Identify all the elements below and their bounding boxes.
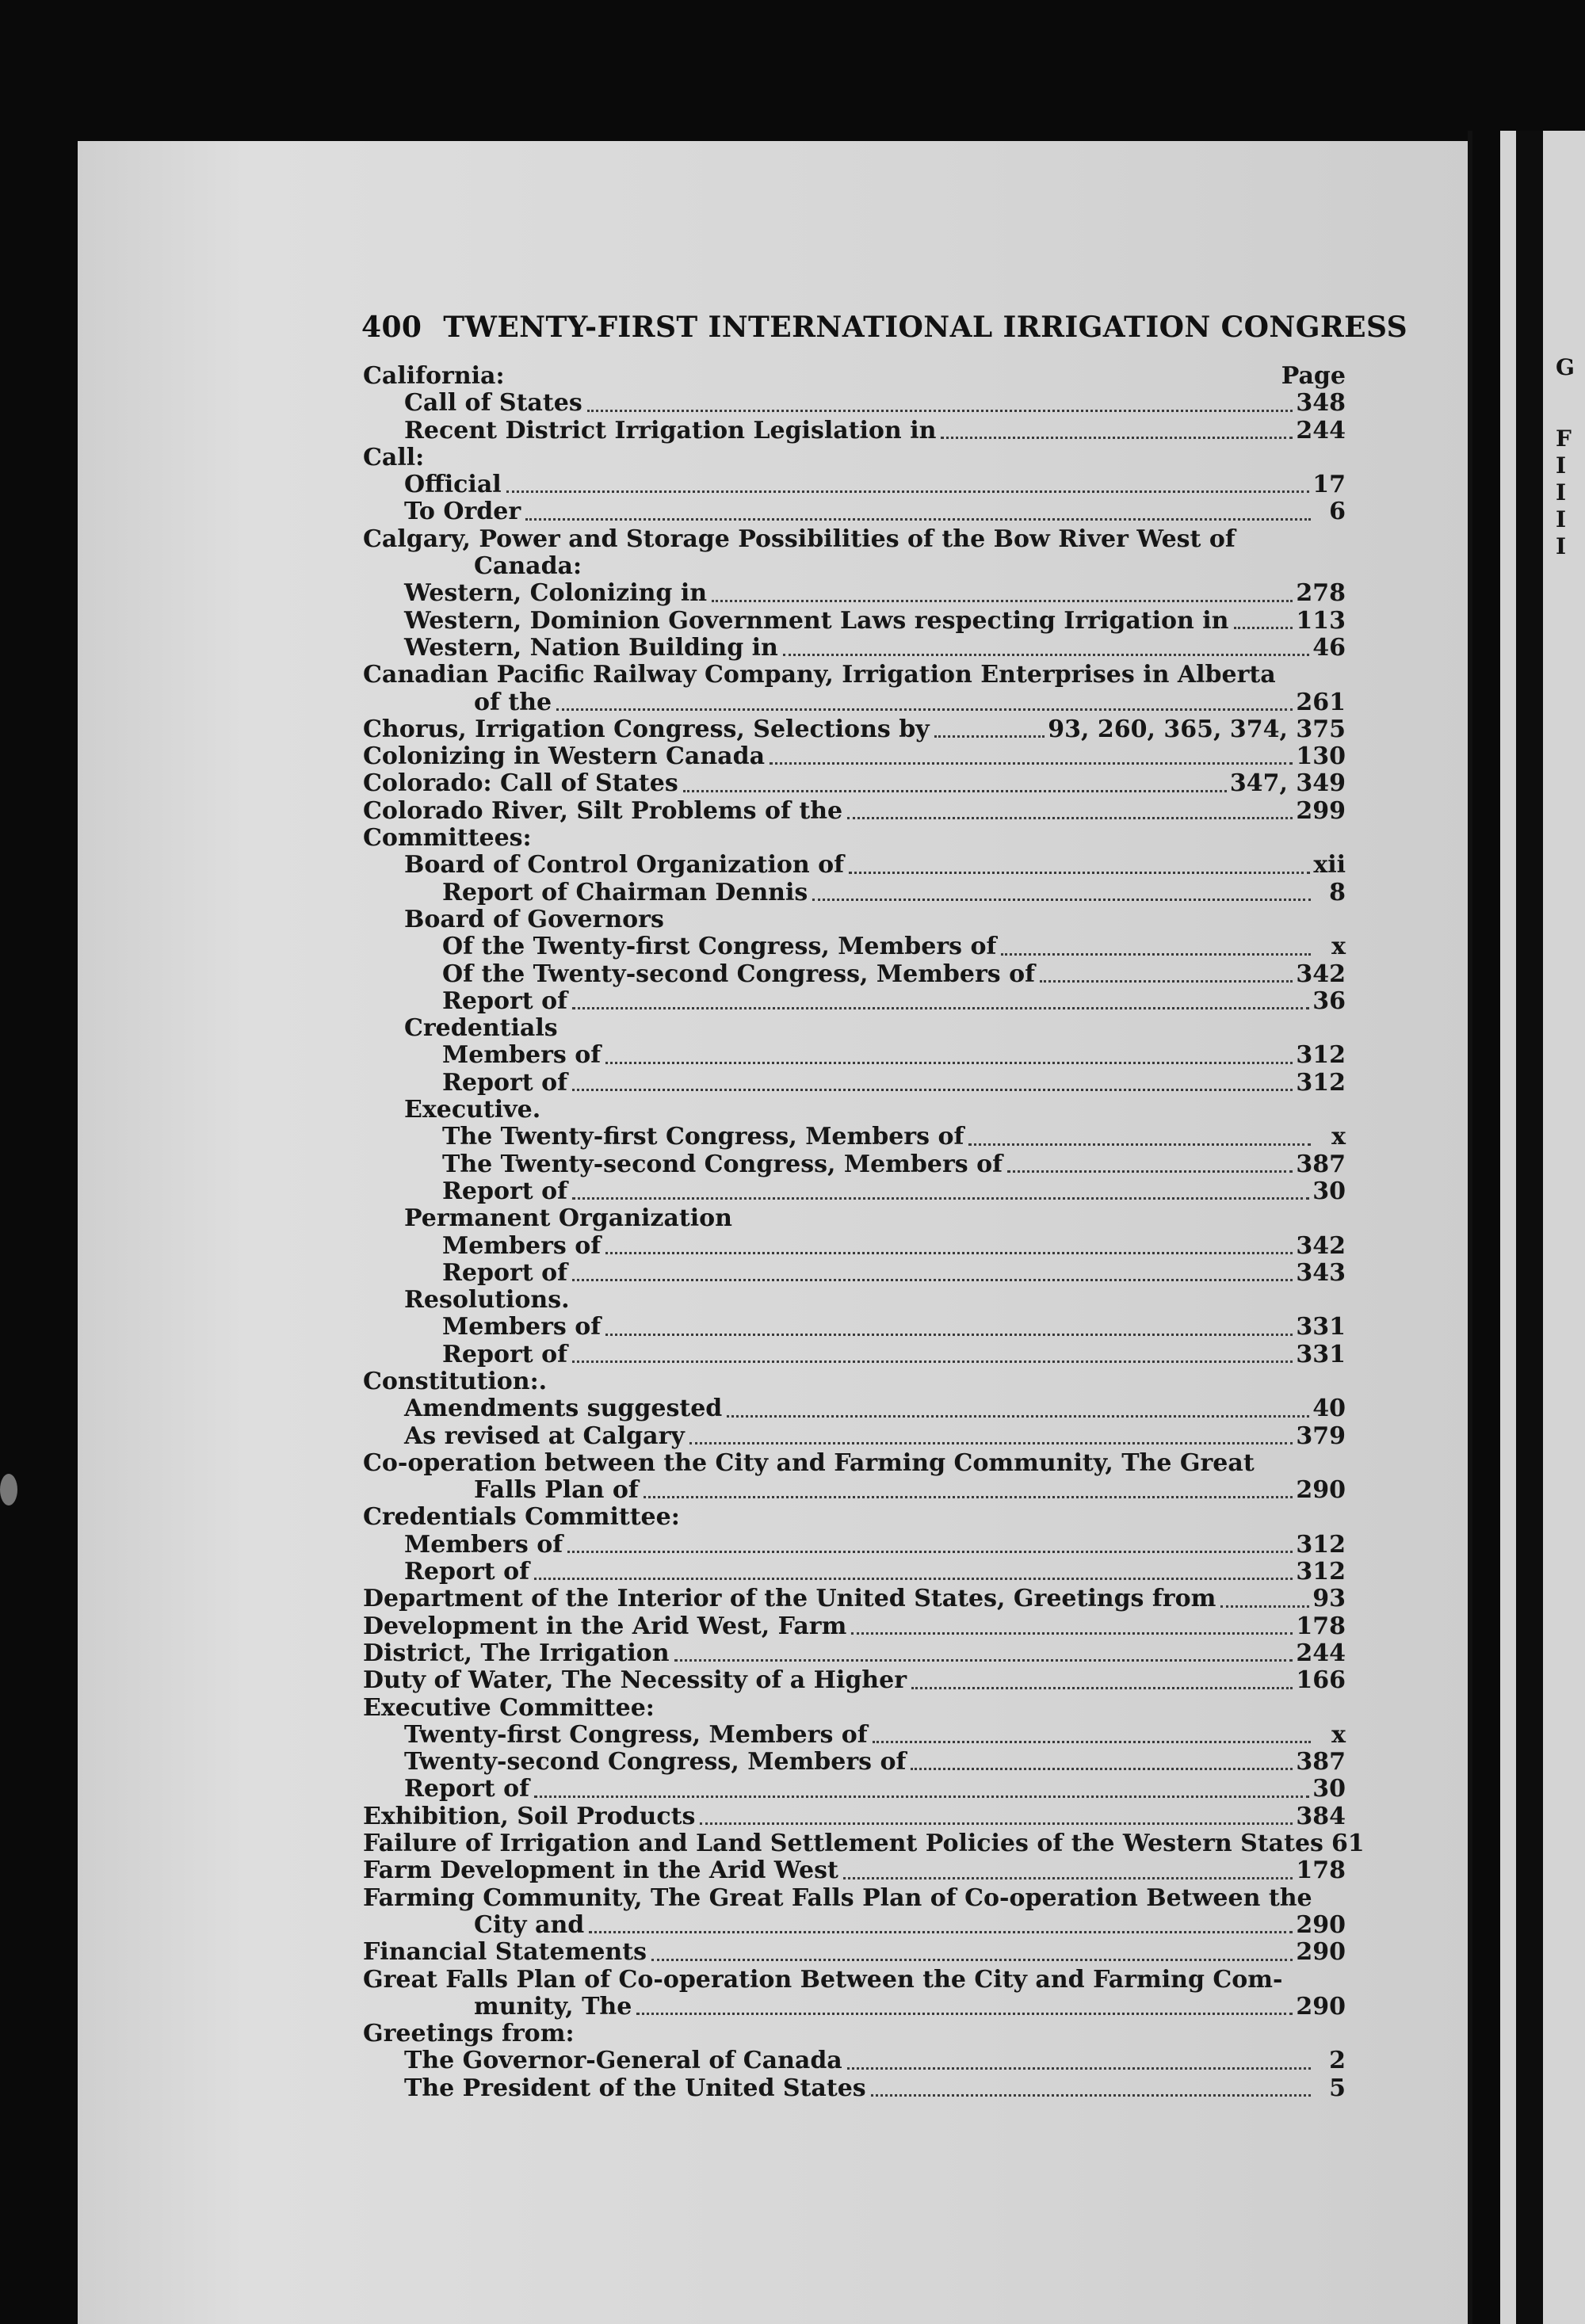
index-entry <box>363 1287 1346 1314</box>
leader-dots <box>1007 1170 1293 1173</box>
entry-text: Failure of Irrigation and Land Settlement Policies of the Western States <box>363 1830 1323 1858</box>
index-entry <box>363 1994 1346 2021</box>
entry-text: Members of <box>442 1041 602 1070</box>
entry-text: Call of States <box>404 389 582 418</box>
entry-text: Report of <box>442 1258 568 1287</box>
index-entry <box>363 1830 1365 1858</box>
index-entry <box>363 1667 1346 1694</box>
leader-dots <box>873 1741 1311 1743</box>
index-entry <box>363 2075 1346 2102</box>
binding-shadow <box>1516 131 1543 2324</box>
leader-dots <box>605 1062 1293 1064</box>
entry-text: Executive Committee: <box>363 1693 655 1722</box>
index-entry <box>363 1042 1346 1069</box>
entry-text: Financial Statements <box>363 1938 647 1967</box>
index-entry <box>363 961 1346 988</box>
entry-page-number: 290 <box>1296 1476 1346 1505</box>
leader-dots <box>1234 627 1293 629</box>
entry-page-number: x <box>1331 933 1346 961</box>
facing-page-letter: I <box>1556 506 1567 532</box>
entry-text: of the <box>474 688 552 716</box>
entry-text: Members of <box>404 1530 563 1559</box>
index-entry <box>363 1314 1346 1341</box>
index-entry <box>363 1341 1346 1368</box>
index-entry <box>363 363 1346 390</box>
entry-text: Western, Dominion Government Laws respecting Irrigation in <box>404 606 1229 635</box>
index-entry <box>363 1260 1346 1287</box>
leader-dots <box>847 817 1293 819</box>
entry-text: District, The Irrigation <box>363 1639 670 1667</box>
leader-dots <box>911 1687 1293 1689</box>
entry-page-number: 312 <box>1296 1068 1346 1097</box>
entry-page-number: 40 <box>1312 1395 1346 1423</box>
leader-dots <box>572 1089 1293 1091</box>
index-entry <box>363 635 1346 662</box>
entry-page-number: 61 <box>1331 1830 1365 1858</box>
entry-page-number: 178 <box>1296 1857 1346 1885</box>
leader-dots <box>689 1442 1293 1444</box>
index-entry <box>363 471 1346 498</box>
entry-text: Report of <box>442 1340 568 1368</box>
index-entry <box>363 1640 1346 1667</box>
entry-text: Call: <box>363 443 425 471</box>
index-entry <box>363 1178 1346 1205</box>
entry-text: Credentials <box>404 1014 558 1043</box>
entry-text: Chorus, Irrigation Congress, Selections by <box>363 715 930 743</box>
entry-page-number: 347, 349 <box>1229 769 1346 798</box>
page-gutter <box>1468 131 1472 2324</box>
entry-page-number: 30 <box>1312 1775 1346 1803</box>
entry-page-number: 342 <box>1296 960 1346 988</box>
index-entry <box>363 770 1346 797</box>
index-entry <box>363 1776 1346 1803</box>
entry-page-number: 290 <box>1296 1910 1346 1939</box>
leader-dots <box>843 1877 1293 1879</box>
leader-dots <box>534 1795 1309 1798</box>
entry-text: The President of the United States <box>404 2074 866 2102</box>
entry-page-number: xii <box>1313 851 1346 880</box>
entry-text: Report of <box>442 1068 568 1097</box>
entry-page-number: 312 <box>1296 1530 1346 1559</box>
leader-dots <box>567 1551 1293 1553</box>
index-entry <box>363 1205 1346 1232</box>
index-entry <box>363 1857 1346 1884</box>
entry-text: Great Falls Plan of Co-operation Between the City and Farming Com- <box>363 1965 1283 1994</box>
entry-text: Board of Governors <box>404 905 664 933</box>
entry-page-number: 244 <box>1296 416 1346 445</box>
entry-page-number: 5 <box>1329 2074 1346 2102</box>
index-entry <box>363 662 1346 689</box>
leader-dots <box>589 1931 1293 1933</box>
entry-text: Western, Nation Building in <box>404 633 778 662</box>
index-entry <box>363 608 1346 635</box>
index-entry <box>363 743 1346 770</box>
index-entry <box>363 1939 1346 1966</box>
leader-dots <box>700 1822 1293 1825</box>
leader-dots <box>683 790 1227 792</box>
leader-dots <box>525 518 1311 521</box>
index-entry <box>363 1504 1346 1531</box>
entry-page-number: 343 <box>1296 1258 1346 1287</box>
entry-page-number: 178 <box>1296 1612 1346 1640</box>
entry-text: Colorado: Call of States <box>363 769 678 798</box>
index-entry <box>363 1233 1346 1260</box>
facing-page-letter: I <box>1556 533 1567 559</box>
index-entry <box>363 1613 1346 1640</box>
entry-text: Report of Chairman Dennis <box>442 878 808 906</box>
entry-text: The Twenty-first Congress, Members of <box>442 1123 964 1151</box>
leader-dots <box>851 1632 1293 1635</box>
entry-text: Colonizing in Western Canada <box>363 742 766 771</box>
entry-text: Farming Community, The Great Falls Plan of Co-operation Between the <box>363 1883 1312 1912</box>
index-entry <box>363 933 1346 960</box>
index-entry <box>363 1559 1346 1586</box>
entry-page-number: x <box>1331 1123 1346 1151</box>
entry-text: Falls Plan of <box>474 1476 639 1505</box>
leader-dots <box>941 437 1293 439</box>
leader-dots <box>556 708 1293 711</box>
entry-text: Exhibition, Soil Products <box>363 1802 696 1830</box>
index-entry <box>363 1803 1346 1830</box>
index-entry <box>363 1097 1346 1124</box>
entry-page-number: 17 <box>1312 471 1346 499</box>
entry-page-number: 312 <box>1296 1558 1346 1586</box>
facing-page-letter: I <box>1556 452 1567 479</box>
entry-text: Development in the Arid West, Farm <box>363 1612 847 1640</box>
entry-text: Twenty-second Congress, Members of <box>404 1748 907 1776</box>
entry-page-number: 130 <box>1296 742 1346 771</box>
index-entry <box>363 880 1346 906</box>
index-entry <box>363 1885 1346 1912</box>
facing-page-edge <box>1500 131 1585 2324</box>
entry-page-number: 278 <box>1296 579 1346 608</box>
entry-text: Twenty-first Congress, Members of <box>404 1720 868 1749</box>
entry-page-number: 342 <box>1296 1231 1346 1260</box>
leader-dots <box>1001 953 1311 956</box>
entry-text: Credentials Committee: <box>363 1503 680 1532</box>
facing-page-letter: G <box>1556 354 1575 380</box>
index-entry <box>363 1586 1346 1612</box>
index-entry <box>363 526 1346 553</box>
leader-dots <box>770 762 1293 765</box>
entry-page-number: 290 <box>1296 1938 1346 1967</box>
entry-text: Permanent Organization <box>404 1204 732 1233</box>
entry-text: Duty of Water, The Necessity of a Higher <box>363 1666 907 1695</box>
entry-text: Greetings from: <box>363 2020 575 2048</box>
facing-page-letter: I <box>1556 479 1567 506</box>
entry-text: Recent District Irrigation Legislation in <box>404 416 937 445</box>
index-entry <box>363 1423 1346 1450</box>
leader-dots <box>651 1959 1293 1961</box>
entry-page-number: 36 <box>1312 986 1346 1015</box>
index-list <box>363 362 1365 2102</box>
index-entry <box>363 1450 1346 1477</box>
index-entry <box>363 498 1346 525</box>
index-entry <box>363 1124 1346 1151</box>
leader-dots <box>587 410 1293 412</box>
index-entry <box>363 1368 1346 1395</box>
entry-text: Of the Twenty-second Congress, Members of <box>442 960 1036 988</box>
entry-text: Calgary, Power and Storage Possibilities of the Bow River West of <box>363 525 1236 553</box>
leader-dots <box>572 1360 1293 1363</box>
leader-dots <box>783 654 1309 656</box>
leader-dots <box>934 735 1045 738</box>
index-entry <box>363 553 1346 580</box>
index-entry <box>363 1395 1346 1422</box>
leader-dots <box>727 1415 1309 1418</box>
entry-page-number: 93, 260, 365, 374, 375 <box>1048 715 1346 743</box>
entry-page-number: 46 <box>1312 633 1346 662</box>
entry-text: Constitution:. <box>363 1367 548 1395</box>
entry-text: Members of <box>442 1231 602 1260</box>
entry-page-number: 331 <box>1296 1313 1346 1341</box>
index-entry <box>363 2047 1346 2074</box>
index-entry <box>363 906 1346 933</box>
index-entry <box>363 580 1346 607</box>
entry-page-number: 2 <box>1329 2047 1346 2075</box>
entry-page-number: 8 <box>1329 878 1346 906</box>
entry-text: Canadian Pacific Railway Company, Irrigation Enterprises in Alberta <box>363 661 1276 689</box>
index-entry <box>363 1070 1346 1097</box>
leader-dots <box>847 2067 1311 2070</box>
index-entry <box>363 798 1346 825</box>
entry-text: The Twenty-second Congress, Members of <box>442 1150 1003 1178</box>
entry-page-number: 387 <box>1296 1150 1346 1178</box>
entry-page-number: 387 <box>1296 1748 1346 1776</box>
entry-text: munity, The <box>474 1992 632 2021</box>
entry-text: Board of Control Organization of <box>404 851 845 880</box>
leader-dots <box>605 1252 1293 1254</box>
index-entry <box>363 825 1346 852</box>
entry-text: Colorado River, Silt Problems of the <box>363 796 843 825</box>
entry-text: Farm Development in the Arid West <box>363 1857 838 1885</box>
entry-text: Of the Twenty-first Congress, Members of <box>442 933 997 961</box>
leader-dots <box>572 1279 1293 1281</box>
entry-text: Department of the Interior of the United States, Greetings from <box>363 1585 1216 1613</box>
entry-page-number: 93 <box>1312 1585 1346 1613</box>
entry-text: Members of <box>442 1313 602 1341</box>
index-entry <box>363 852 1346 879</box>
index-entry <box>363 1532 1346 1559</box>
entry-page-number: 30 <box>1312 1177 1346 1205</box>
page-title: TWENTY-FIRST INTERNATIONAL IRRIGATION CONGRESS <box>443 311 1408 344</box>
entry-text: Report of <box>442 986 568 1015</box>
index-entry <box>363 1151 1346 1178</box>
index-entry <box>363 689 1346 716</box>
entry-text: The Governor-General of Canada <box>404 2047 842 2075</box>
leader-dots <box>911 1768 1293 1770</box>
entry-page-number: 244 <box>1296 1639 1346 1667</box>
index-entry <box>363 1477 1346 1504</box>
leader-dots <box>636 2013 1293 2015</box>
index-entry <box>363 390 1346 417</box>
index-entry <box>363 1967 1346 1994</box>
entry-text: Committees: <box>363 824 532 853</box>
entry-text: Western, Colonizing in <box>404 579 708 608</box>
scan-speck <box>0 1474 17 1505</box>
entry-text: Resolutions. <box>404 1286 570 1315</box>
leader-dots <box>506 490 1310 493</box>
entry-page-number: 299 <box>1296 796 1346 825</box>
leader-dots <box>968 1143 1311 1146</box>
entry-page-number: 379 <box>1296 1421 1346 1450</box>
index-entry <box>363 445 1346 471</box>
entry-text: Executive. <box>404 1096 541 1124</box>
entry-text: Report of <box>404 1558 530 1586</box>
leader-dots <box>712 600 1293 602</box>
entry-text: California: <box>363 362 505 390</box>
index-entry <box>363 1722 1346 1749</box>
entry-text: Canada: <box>474 552 582 581</box>
leader-dots <box>849 872 1310 874</box>
leader-dots <box>572 1197 1309 1200</box>
entry-page-number: 261 <box>1296 688 1346 716</box>
entry-page-number: 166 <box>1296 1666 1346 1695</box>
entry-page-number: 348 <box>1296 389 1346 418</box>
leader-dots <box>534 1578 1293 1580</box>
index-entry <box>363 418 1346 445</box>
entry-text: Report of <box>442 1177 568 1205</box>
leader-dots <box>644 1496 1293 1498</box>
page-column-header: Page <box>1281 362 1346 390</box>
leader-dots <box>674 1659 1293 1662</box>
index-entry <box>363 2021 1346 2047</box>
entry-page-number: 384 <box>1296 1802 1346 1830</box>
leader-dots <box>1220 1605 1309 1608</box>
entry-page-number: 6 <box>1329 498 1346 526</box>
entry-text: Report of <box>404 1775 530 1803</box>
entry-page-number: 331 <box>1296 1340 1346 1368</box>
entry-text: Co-operation between the City and Farming Community, The Great <box>363 1448 1255 1477</box>
facing-page-letter: F <box>1556 425 1572 452</box>
index-entry <box>363 1015 1346 1042</box>
running-header <box>361 311 1408 344</box>
entry-page-number: 113 <box>1296 606 1346 635</box>
index-entry <box>363 716 1346 743</box>
index-entry <box>363 1695 1346 1722</box>
index-entry <box>363 988 1346 1015</box>
entry-text: Official <box>404 471 502 499</box>
leader-dots <box>1040 980 1293 983</box>
leader-dots <box>572 1007 1309 1009</box>
page-number: 400 <box>361 311 422 344</box>
entry-text: Amendments suggested <box>404 1395 723 1423</box>
leader-dots <box>812 899 1311 901</box>
entry-text: City and <box>474 1910 585 1939</box>
entry-text: To Order <box>404 498 521 526</box>
leader-dots <box>871 2094 1311 2097</box>
index-entry <box>363 1749 1346 1776</box>
leader-dots <box>605 1334 1293 1336</box>
entry-page-number: 312 <box>1296 1041 1346 1070</box>
entry-page-number: 290 <box>1296 1992 1346 2021</box>
entry-text: As revised at Calgary <box>404 1421 685 1450</box>
index-entry <box>363 1912 1346 1939</box>
entry-page-number: x <box>1331 1720 1346 1749</box>
